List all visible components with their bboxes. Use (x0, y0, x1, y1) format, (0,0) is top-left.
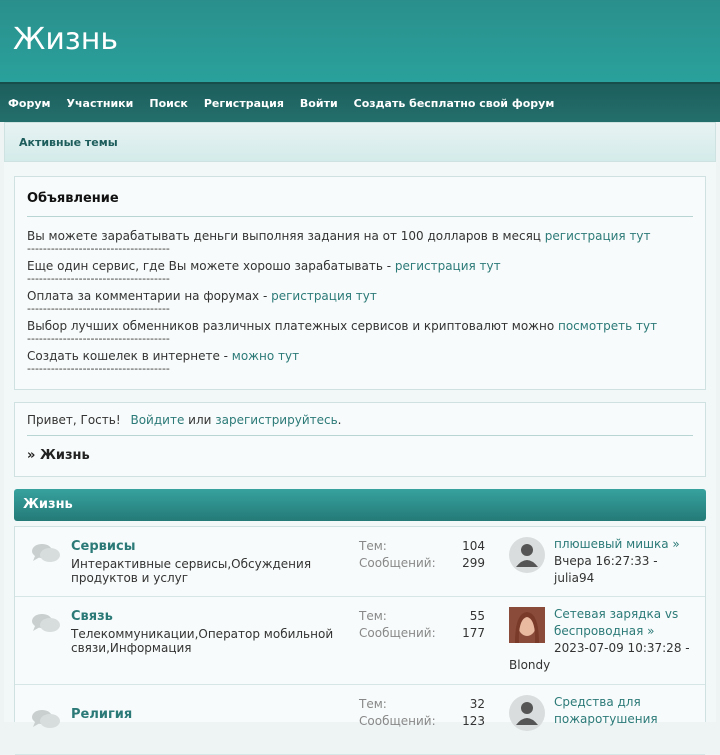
greeting-panel (14, 402, 706, 477)
nav-login[interactable]: Войти (299, 96, 338, 110)
posts-label: Сообщений: (359, 626, 436, 640)
posts-count: 299 (462, 556, 485, 570)
separator: ------------------------------------ (27, 272, 170, 285)
separator: ------------------------------------ (27, 332, 170, 345)
announcement-link[interactable]: регистрация тут (394, 259, 501, 273)
last-post-user[interactable]: Blondy (509, 658, 551, 672)
posts-label: Сообщений: (359, 556, 436, 570)
separator: ------------------------------------ (27, 362, 170, 375)
period-text: . (337, 413, 342, 427)
greeting-text: Привет, Гость! (27, 413, 121, 427)
announcement-text: Выбор лучших обменников различных платежных сервисов и криптовалют можно (27, 319, 558, 333)
crumb-arrow: » (27, 448, 36, 463)
announcement-title: Объявление (27, 191, 693, 217)
last-post (509, 606, 699, 674)
nav-forum[interactable]: Форум (8, 96, 51, 110)
forum-stats (359, 538, 485, 572)
announcement-link[interactable]: посмотреть тут (557, 319, 658, 333)
forum-bubbles-icon (31, 543, 61, 563)
site-title[interactable]: Жизнь (13, 22, 119, 57)
forum-stats (359, 608, 485, 642)
posts-count: 123 (462, 714, 485, 728)
site-header (0, 0, 720, 82)
forum-title-link[interactable]: Связь (71, 609, 113, 624)
forum-row (15, 527, 705, 597)
go-to-post-icon[interactable]: » (672, 537, 680, 551)
last-post-topic-link[interactable]: плюшевый мишка (554, 537, 669, 551)
category-header[interactable]: Жизнь (14, 489, 706, 521)
forum-list (14, 526, 706, 728)
last-post-meta: Вчера 16:27:33 - julia94 (554, 554, 658, 585)
announcement-link[interactable]: можно тут (231, 349, 300, 363)
nav-create-forum[interactable]: Создать бесплатно свой форум (353, 96, 555, 110)
register-link[interactable]: зарегистрируйтесь (215, 413, 338, 427)
announcement-body (27, 229, 693, 379)
forum-row (15, 597, 705, 685)
greeting-line (27, 413, 693, 436)
active-topics-link[interactable]: Активные темы (19, 135, 118, 149)
last-post-topic-link[interactable]: Средства для пожаротушения (554, 695, 658, 726)
main-navbar (0, 82, 720, 122)
nav-members[interactable]: Участники (66, 96, 134, 110)
nav-register[interactable]: Регистрация (203, 96, 284, 110)
announcement-text: Еще один сервис, где Вы можете хорошо зарабатывать - (27, 259, 395, 273)
topics-label: Тем: (359, 539, 387, 553)
topics-count: 55 (469, 609, 485, 623)
page-content (4, 122, 716, 728)
topics-count: 32 (469, 697, 485, 711)
forum-title-link[interactable]: Религия (71, 707, 133, 722)
crumb-forum-link[interactable]: Жизнь (39, 448, 90, 463)
forum-row (15, 685, 705, 755)
go-to-post-icon[interactable]: » (647, 624, 655, 638)
announcement-panel (14, 176, 706, 390)
last-post (509, 694, 699, 728)
separator: ------------------------------------ (27, 302, 170, 315)
topics-label: Тем: (359, 609, 387, 623)
forum-description: Интерактивные сервисы,Обсуждения продуктов и услуг (71, 557, 312, 585)
forum-bubbles-icon (31, 613, 61, 633)
topics-label: Тем: (359, 697, 387, 711)
announcement-link[interactable]: регистрация тут (271, 289, 377, 303)
last-post (509, 536, 699, 587)
announcement-text: Создать кошелек в интернете - (27, 349, 232, 363)
posts-count: 177 (462, 626, 485, 640)
last-post-topic-link[interactable]: Сетевая зарядка vs беспроводная (554, 607, 679, 638)
or-text: или (188, 413, 212, 427)
announcement-text: Оплата за комментарии на форумах - (27, 289, 272, 303)
posts-label: Сообщений: (359, 714, 436, 728)
forum-title-link[interactable]: Сервисы (71, 539, 136, 554)
login-link[interactable]: Войдите (130, 413, 185, 427)
announcement-text: Вы можете зарабатывать деньги выполняя задания на от 100 долларов в месяц (27, 229, 545, 243)
last-post-meta: 2023-07-09 10:37:28 - (554, 641, 690, 655)
announcement-link[interactable]: регистрация тут (544, 229, 651, 243)
forum-breadcrumb (27, 448, 693, 463)
separator: ------------------------------------ (27, 242, 170, 255)
forum-stats (359, 696, 485, 730)
topics-count: 104 (462, 539, 485, 553)
forum-description: Телекоммуникации,Оператор мобильной связи,Информация (71, 627, 334, 655)
breadcrumb-bar (4, 122, 716, 162)
nav-search[interactable]: Поиск (149, 96, 188, 110)
forum-bubbles-icon (31, 709, 61, 729)
